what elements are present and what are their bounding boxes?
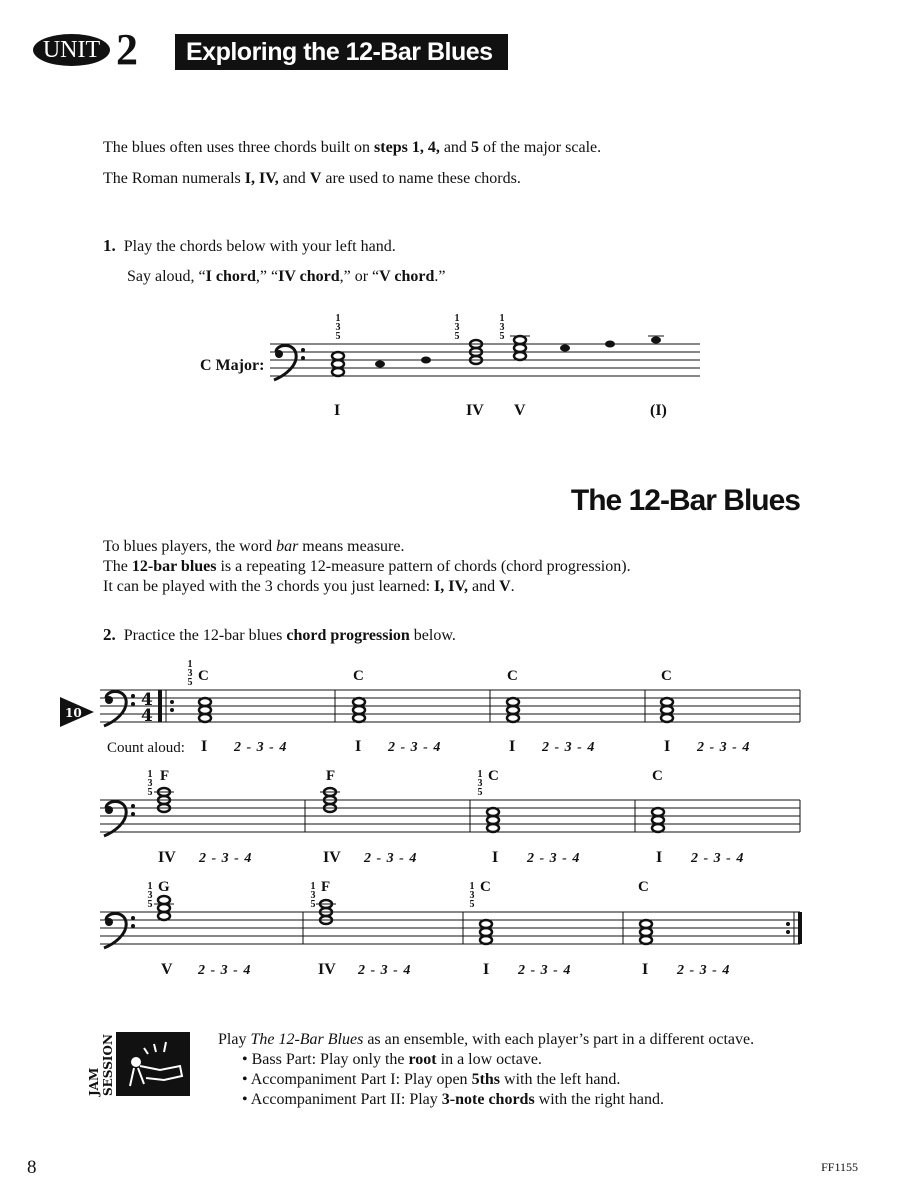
svg-text:4: 4 [141, 706, 153, 726]
section-2-line-3: It can be played with the 3 chords you just learned: I, IV, and V. [103, 578, 515, 595]
count-text: 2 - 3 - 4 [691, 851, 745, 866]
roman-numeral: I [642, 961, 649, 978]
bass-clef-icon [104, 692, 135, 727]
chord-symbol: F [160, 768, 170, 784]
jam-line-1: Play The 12-Bar Blues as an ensemble, with each player’s part in a different octave. [218, 1031, 755, 1048]
page-title: Exploring the 12-Bar Blues in C [175, 34, 508, 70]
chord-symbol: C [198, 668, 209, 684]
whole-note-chord [199, 698, 673, 722]
bass-clef-icon [104, 802, 135, 837]
svg-text:JAM: JAM [87, 1067, 101, 1096]
count-aloud-label: Count aloud: [107, 740, 185, 756]
roman-numeral: IV [158, 849, 176, 866]
count-text: 2 - 3 - 4 [388, 740, 442, 755]
roman-numeral: V [161, 961, 173, 978]
chord-symbol: C [638, 879, 649, 895]
exercise-1-line-1: 1. Play the chords below with your left hand. [103, 236, 396, 255]
svg-text:4: 4 [141, 690, 153, 710]
count-text: 2 - 3 - 4 [542, 740, 596, 755]
roman-numeral: I [334, 402, 341, 419]
roman-numeral: I [664, 738, 671, 755]
fingering: 1 3 5 [454, 313, 460, 342]
jam-session-logo [84, 1026, 194, 1102]
bass-clef-icon [274, 346, 305, 381]
audio-track-icon[interactable] [60, 697, 94, 727]
chord-symbol: C [652, 768, 663, 784]
exercise-2-line: 2. Practice the 12-bar blues chord progression below. [103, 625, 456, 644]
staff-row-3 [100, 882, 810, 958]
fingering: 1 3 5 [335, 313, 341, 342]
roman-numeral: (I) [650, 402, 667, 419]
catalog-code: FF1155 [821, 1160, 858, 1174]
chord-symbol: F [326, 768, 336, 784]
chord-symbol: C [507, 668, 518, 684]
page-number: 8 [27, 1157, 37, 1178]
jam-instructions [218, 1030, 754, 1110]
roman-numeral: I [201, 738, 208, 755]
roman-numeral: V [514, 402, 526, 419]
fingering: 1 3 5 [477, 769, 483, 798]
unit-number: 2 [116, 25, 138, 74]
unit-badge [33, 34, 110, 66]
section-heading: The 12-Bar Blues [570, 484, 800, 517]
count-text: 2 - 3 - 4 [358, 963, 412, 978]
fingering: 1 3 5 [499, 313, 505, 342]
fingering: 1 3 5 [187, 659, 193, 688]
count-text: 2 - 3 - 4 [518, 963, 572, 978]
count-text: 2 - 3 - 4 [677, 963, 731, 978]
roman-numeral: IV [323, 849, 341, 866]
staff-label: C Major: [200, 357, 265, 374]
chord-symbol: F [321, 879, 331, 895]
section-2-line-1: To blues players, the word bar means measure. [103, 538, 405, 555]
roman-numeral: I [656, 849, 663, 866]
count-text: 2 - 3 - 4 [234, 740, 288, 755]
chord-symbol: G [158, 879, 170, 895]
count-text: 2 - 3 - 4 [198, 963, 252, 978]
chord-symbol: C [661, 668, 672, 684]
exercise-1-line-2: Say aloud, “I chord,” “IV chord,” or “V chord.” [127, 268, 446, 285]
count-text: 2 - 3 - 4 [199, 851, 253, 866]
bass-clef-icon [104, 914, 135, 949]
whole-note-chord [158, 788, 664, 832]
fingering: 1 3 5 [147, 881, 153, 910]
time-signature [141, 690, 153, 726]
whole-note-chord [332, 352, 344, 376]
chord-symbol: C [488, 768, 499, 784]
fingering: 1 3 5 [310, 881, 316, 910]
roman-numeral: I [509, 738, 516, 755]
roman-numeral: IV [466, 402, 484, 419]
count-text: 2 - 3 - 4 [697, 740, 751, 755]
roman-numeral: I [483, 961, 490, 978]
chord-symbol: C [480, 879, 491, 895]
count-text: 2 - 3 - 4 [527, 851, 581, 866]
roman-numeral: I [492, 849, 499, 866]
jam-bullet-1: • Bass Part: Play only the root in a low octave. [242, 1051, 542, 1068]
intro-line-1: The blues often uses three chords built on steps 1, 4, and 5 of the major scale. [103, 139, 602, 156]
unit-label: UNIT [42, 37, 101, 63]
roman-numeral: I [355, 738, 362, 755]
roman-numeral: IV [318, 961, 336, 978]
fingering: 1 3 5 [147, 769, 153, 798]
fingering: 1 3 5 [469, 881, 475, 910]
section-2-line-2: The 12-bar blues is a repeating 12-measure pattern of chords (chord progression). [103, 558, 631, 575]
jam-bullet-3: • Accompaniment Part II: Play 3-note chords with the right hand. [242, 1091, 664, 1108]
count-text: 2 - 3 - 4 [364, 851, 418, 866]
staff-row-2 [100, 770, 810, 846]
chord-symbol: C [353, 668, 364, 684]
jam-bullet-2: • Accompaniment Part I: Play open 5ths with the left hand. [242, 1071, 621, 1088]
svg-text:SESSION: SESSION [101, 1034, 115, 1096]
svg-text:10: 10 [65, 706, 82, 720]
intro-line-2: The Roman numerals I, IV, and V are used to name these chords. [103, 170, 521, 187]
